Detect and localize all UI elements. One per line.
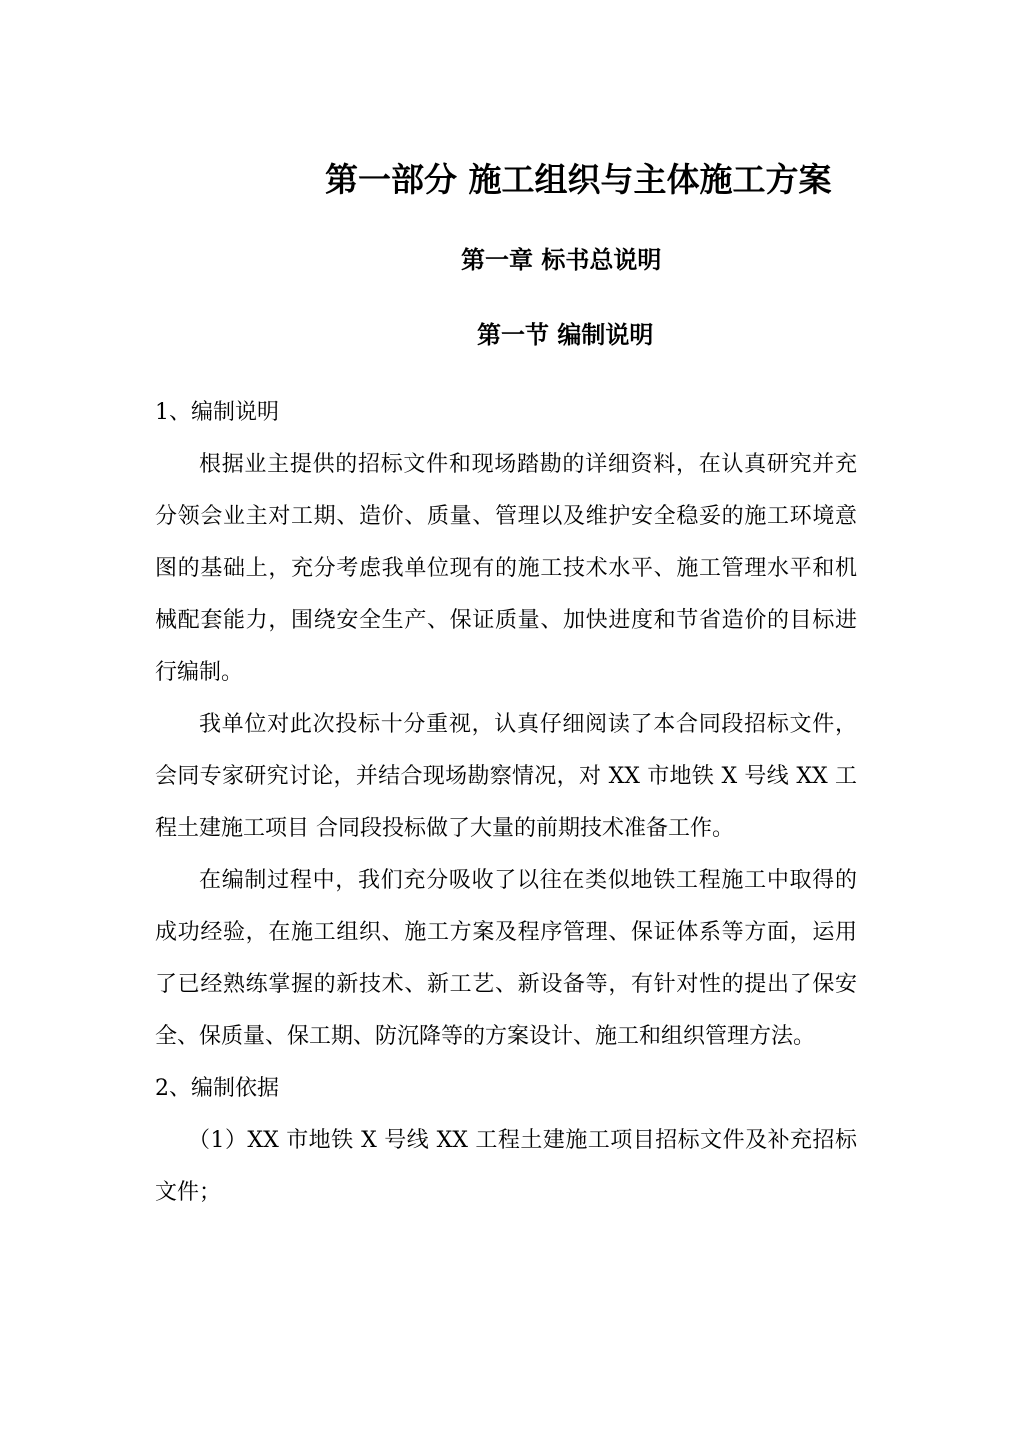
chapter-title: 第一章 标书总说明 xyxy=(461,246,662,274)
list-item-tender-documents: （1）XX 市地铁 X 号线 XX 工程土建施工项目招标文件及补充招标文件； xyxy=(155,1128,857,1205)
part-title: 第一部分 施工组织与主体施工方案 xyxy=(325,160,832,199)
paragraph-basis: 根据业主提供的招标文件和现场踏勘的详细资料，在认真研究并充分领会业主对工期、造价、质量、管理以及维护安全稳妥的施工环境意图的基础上，充分考虑我单位现有的施工技术水平、施工管理水平和机械配套能力，围绕安全生产、保证质量、加快进度和节省造价的目标进行编制。 xyxy=(155,452,857,685)
heading-compilation-basis: 2、编制依据 xyxy=(155,1076,279,1101)
heading-compilation-notes: 1、编制说明 xyxy=(155,400,279,425)
paragraph-experience: 在编制过程中，我们充分吸收了以往在类似地铁工程施工中取得的成功经验，在施工组织、施工方案及程序管理、保证体系等方面，运用了已经熟练掌握的新技术、新工艺、新设备等，有针对性的提出了保安全、保质量、保工期、防沉降等的方案设计、施工和组织管理方法。 xyxy=(155,868,857,1049)
section-title: 第一节 编制说明 xyxy=(477,321,654,349)
document-body xyxy=(155,387,857,1219)
paragraph-preparation: 我单位对此次投标十分重视，认真仔细阅读了本合同段招标文件，会同专家研究讨论，并结合现场勘察情况，对 XX 市地铁 X 号线 XX 工程土建施工项目 合同段投标做了大量的前期技术准备工作。 xyxy=(155,712,857,841)
